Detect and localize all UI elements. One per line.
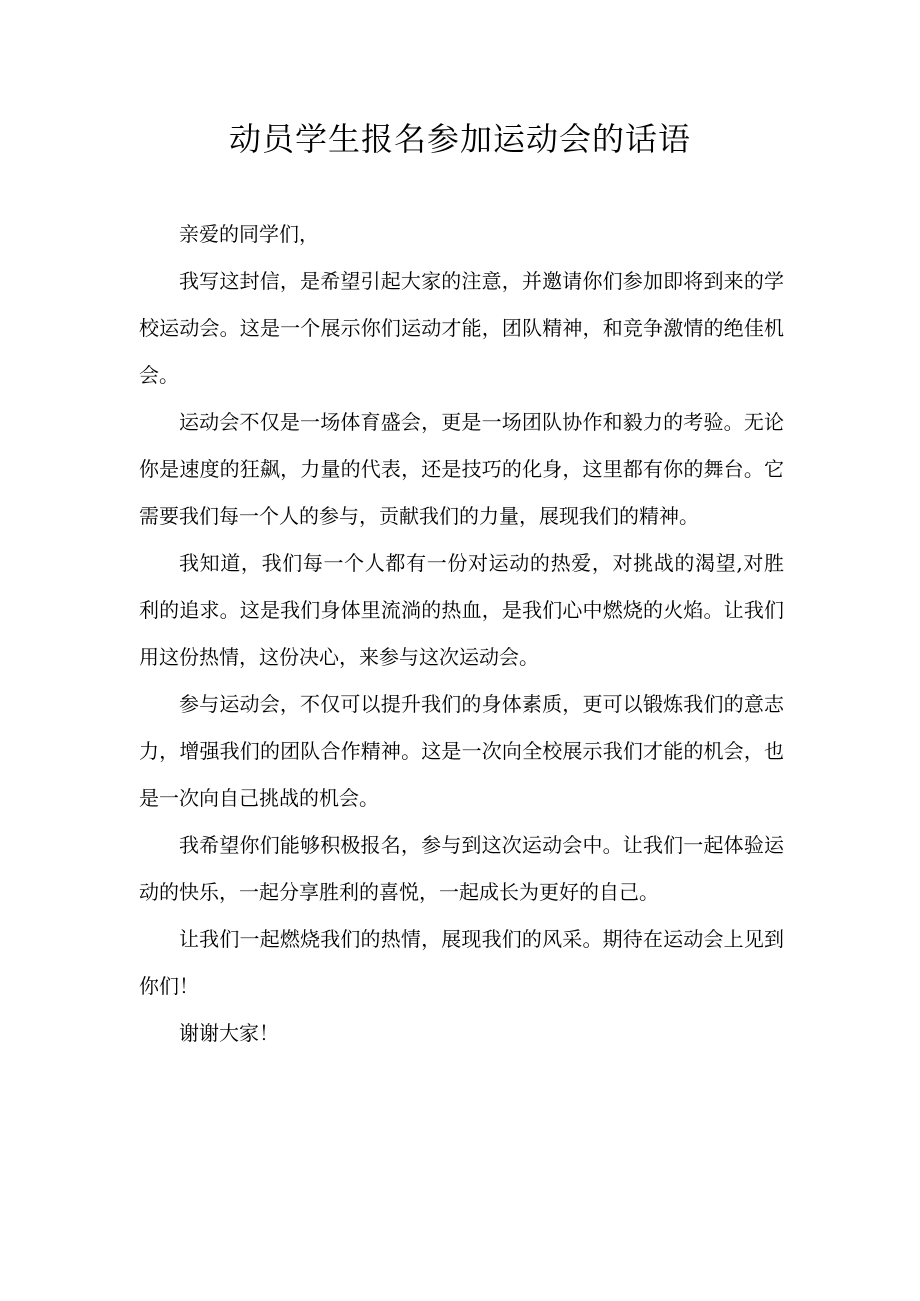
closing-line: 谢谢大家！ <box>179 1021 279 1045</box>
paragraph-invitation: 我写这封信，是希望引起大家的注意，并邀请你们参加即将到来的学校运动会。这是一个展示你们运动才能，团队精神，和竞争激情的绝佳机会。 <box>139 269 784 387</box>
paragraph-expectation: 让我们一起燃烧我们的热情，展现我们的风采。期待在运动会上见到你们！ <box>139 927 784 998</box>
document-body <box>139 211 784 1057</box>
document-title: 动员学生报名参加运动会的话语 <box>228 120 691 158</box>
paragraph-benefits: 参与运动会，不仅可以提升我们的身体素质，更可以锻炼我们的意志力，增强我们的团队合作精神。这是一次向全校展示我们才能的机会，也是一次向自己挑战的机会。 <box>139 692 784 810</box>
greeting-line: 亲爱的同学们， <box>179 222 319 246</box>
paragraph-meaning: 运动会不仅是一场体育盛会，更是一场团队协作和毅力的考验。无论你是速度的狂飙，力量的代表，还是技巧的化身，这里都有你的舞台。它需要我们每一个人的参与，贡献我们的力量，展现我们的精神。 <box>139 410 784 528</box>
paragraph-passion: 我知道，我们每一个人都有一份对运动的热爱，对挑战的渴望,对胜利的追求。这是我们身体里流淌的热血，是我们心中燃烧的火焰。让我们用这份热情，这份决心，来参与这次运动会。 <box>139 551 784 669</box>
paragraph-call-to-action: 我希望你们能够积极报名，参与到这次运动会中。让我们一起体验运动的快乐，一起分享胜利的喜悦，一起成长为更好的自己。 <box>139 833 784 904</box>
